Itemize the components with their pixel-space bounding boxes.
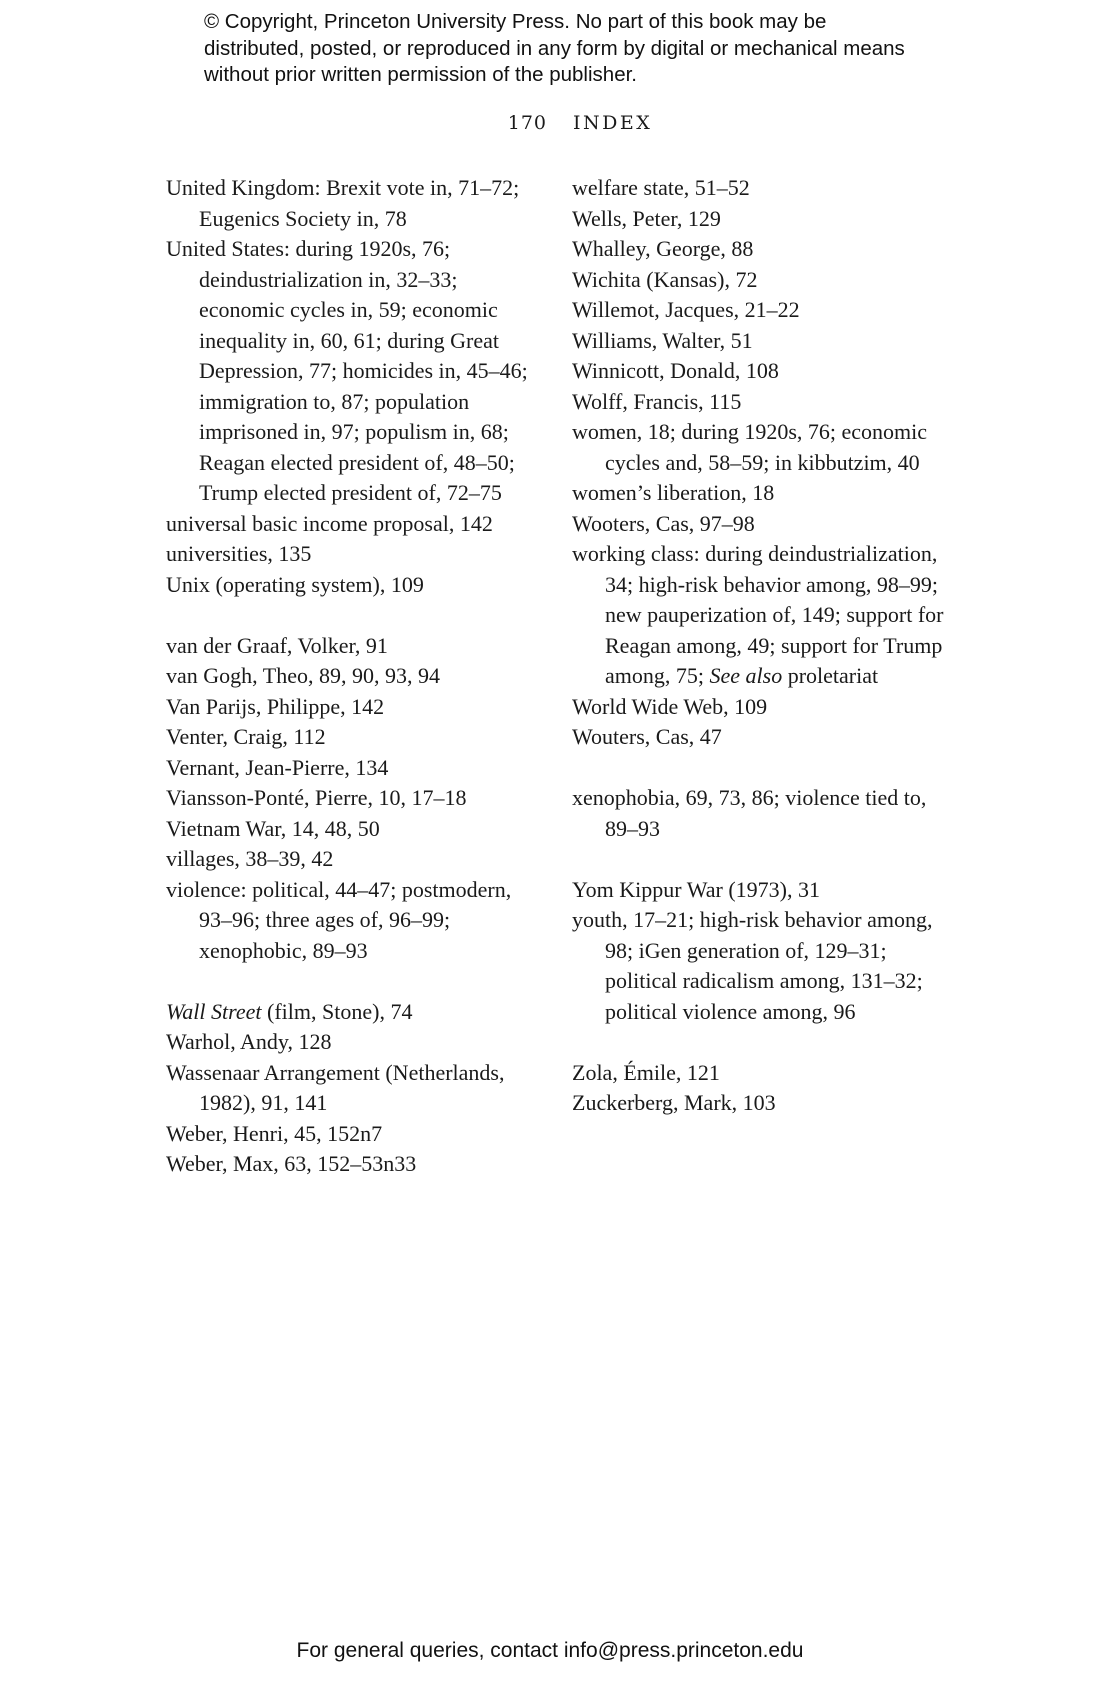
index-entry: youth, 17–21; high-risk behavior among, 98; iGen generation of, 129–31; political radicalism among, 131–32; political violence among, 96 (572, 907, 933, 1024)
letter-group-gap (572, 844, 952, 875)
index-entry: Vietnam War, 14, 48, 50 (166, 815, 380, 841)
index-entry (166, 997, 536, 1028)
letter-group-gap (166, 966, 536, 997)
index-entry: Weber, Max, 63, 152–53n33 (166, 1151, 417, 1176)
index-entry: Vernant, Jean-Pierre, 134 (166, 754, 389, 780)
footer-contact: For general queries, contact info@press.princeton.edu (296, 1639, 804, 1662)
index-entry: Zola, Émile, 121 (572, 1059, 720, 1085)
index-entry: Zuckerberg, Mark, 103 (572, 1090, 776, 1115)
index-entry: universal basic income proposal, 142 (166, 510, 493, 536)
index-entry: Unix (operating system), 109 (166, 571, 424, 597)
index-entry: villages, 38–39, 42 (166, 846, 334, 871)
letter-group-gap (572, 753, 952, 784)
section-title: INDEX (573, 112, 653, 134)
letter-group-gap (166, 600, 536, 631)
index-entry: van Gogh, Theo, 89, 90, 93, 94 (166, 663, 440, 688)
see-also-label: See also (709, 663, 783, 688)
index-entry-rest: (film, Stone), 74 (261, 998, 413, 1024)
index-entry: Wassenaar Arrangement (Netherlands, 1982), 91, 141 (166, 1059, 505, 1115)
index-entry: Winnicott, Donald, 108 (572, 358, 779, 383)
running-head (0, 112, 1100, 134)
index-entry: World Wide Web, 109 (572, 693, 768, 719)
index-entry: universities, 135 (166, 541, 312, 566)
index-entry: Wichita (Kansas), 72 (572, 266, 758, 292)
index-entry: Williams, Walter, 51 (572, 327, 753, 353)
index-entry: Willemot, Jacques, 21–22 (572, 297, 800, 322)
index-column-left (166, 173, 536, 1180)
index-entry: van der Graaf, Volker, 91 (166, 632, 388, 658)
index-entry (572, 539, 952, 692)
index-entry: Van Parijs, Philippe, 142 (166, 693, 385, 719)
index-entry: women’s liberation, 18 (572, 480, 775, 505)
index-entry-main: working class: during deindustrialization, 34; high-risk behavior among, 98–99; new pauperization of, 149; support for Reagan among, 49; support for Trump among, 75; (572, 541, 944, 688)
index-entry: Warhol, Andy, 128 (166, 1029, 332, 1054)
index-entry: United States: during 1920s, 76; deindustrialization in, 32–33; economic cycles in, 59; economic inequality in, 60, 61; during Great Depression, 77; homicides in, 45–46; immigration to, 87; population imprisoned in, 97; populism in, 68; Reagan elected president of, 48–50; Trump elected president of, 72–75 (166, 236, 528, 505)
index-entry: women, 18; during 1920s, 76; economic cycles and, 58–59; in kibbutzim, 40 (572, 419, 928, 475)
letter-group-gap (572, 1027, 952, 1058)
index-entry: Wouters, Cas, 47 (572, 724, 722, 749)
index-entry: Yom Kippur War (1973), 31 (572, 876, 820, 902)
index-entry: welfare state, 51–52 (572, 175, 750, 200)
index-entry: Wooters, Cas, 97–98 (572, 510, 755, 536)
copyright-notice: © Copyright, Princeton University Press. No part of this book may be distributed, posted, or reproduced in any form by digital or mechanical means without prior written permission of the publisher. (204, 10, 905, 86)
index-entry-italic-title: Wall Street (166, 998, 262, 1024)
index-entry: United Kingdom: Brexit vote in, 71–72; Eugenics Society in, 78 (166, 175, 520, 231)
index-entry: Viansson-Ponté, Pierre, 10, 17–18 (166, 785, 467, 810)
index-entry: xenophobia, 69, 73, 86; violence tied to, 89–93 (572, 785, 927, 841)
index-entry: Venter, Craig, 112 (166, 724, 326, 749)
page-number: 170 (507, 112, 547, 134)
index-entry: Weber, Henri, 45, 152n7 (166, 1120, 383, 1146)
index-column-right (572, 173, 952, 1119)
index-entry: Wells, Peter, 129 (572, 205, 721, 231)
index-entry: violence: political, 44–47; postmodern, 93–96; three ages of, 96–99; xenophobic, 89–93 (166, 876, 512, 963)
index-entry: Whalley, George, 88 (572, 236, 754, 261)
index-entry: Wolff, Francis, 115 (572, 388, 742, 414)
see-also-target: proletariat (782, 663, 879, 688)
